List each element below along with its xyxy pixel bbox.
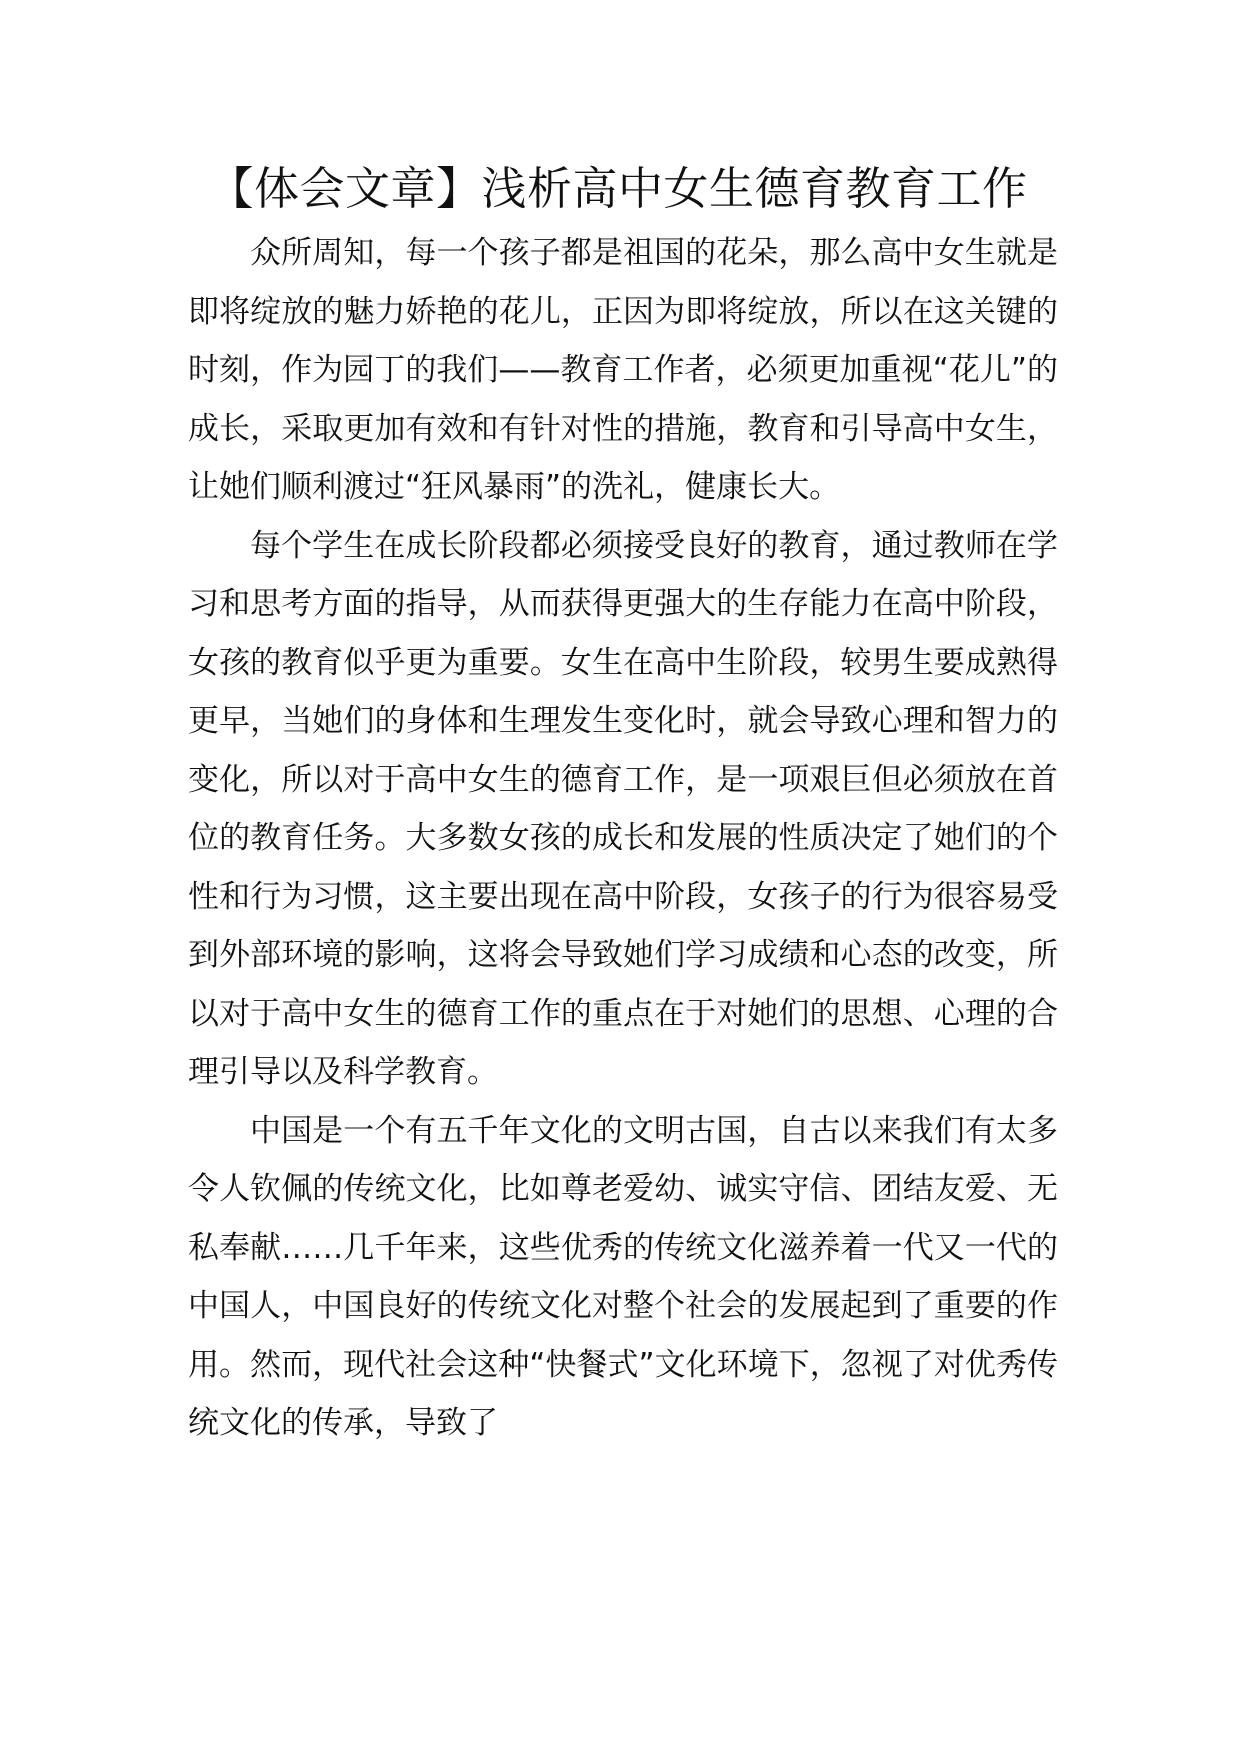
paragraph-3: 中国是一个有五千年文化的文明古国，自古以来我们有太多令人钦佩的传统文化，比如尊老爱幼、诚实守信、团结友爱、无私奉献……几千年来，这些优秀的传统文化滋养着一代又一代的中国人，中国良好的传统文化对整个社会的发展起到了重要的作用。然而，现代社会这种“快餐式”文化环境下，忽视了对优秀传统文化的传承，导致了 [188,1112,1058,1441]
article-title: 【体会文章】浅析高中女生德育教育工作 [208,162,1028,215]
article-body [188,154,1058,1453]
paragraph-2: 每个学生在成长阶段都必须接受良好的教育，通过教师在学习和思考方面的指导，从而获得更强大的生存能力在高中阶段，女孩的教育似乎更为重要。女生在高中生阶段，较男生要成熟得更早，当她们的身体和生理发生变化时，就会导致心理和智力的变化，所以对于高中女生的德育工作，是一项艰巨但必须放在首位的教育任务。大多数女孩的成长和发展的性质决定了她们的个性和行为习惯，这主要出现在高中阶段，女孩子的行为很容易受到外部环境的影响，这将会导致她们学习成绩和心态的改变，所以对于高中女生的德育工作的重点在于对她们的思想、心理的合理引导以及科学教育。 [188,527,1058,1090]
paragraph-1: 众所周知，每一个孩子都是祖国的花朵，那么高中女生就是即将绽放的魅力娇艳的花儿，正因为即将绽放，所以在这关键的时刻，作为园丁的我们——教育工作者，必须更加重视“花儿”的成长，采取更加有效和有针对性的措施，教育和引导高中女生，让她们顺利渡过“狂风暴雨”的洗礼，健康长大。 [188,235,1058,505]
